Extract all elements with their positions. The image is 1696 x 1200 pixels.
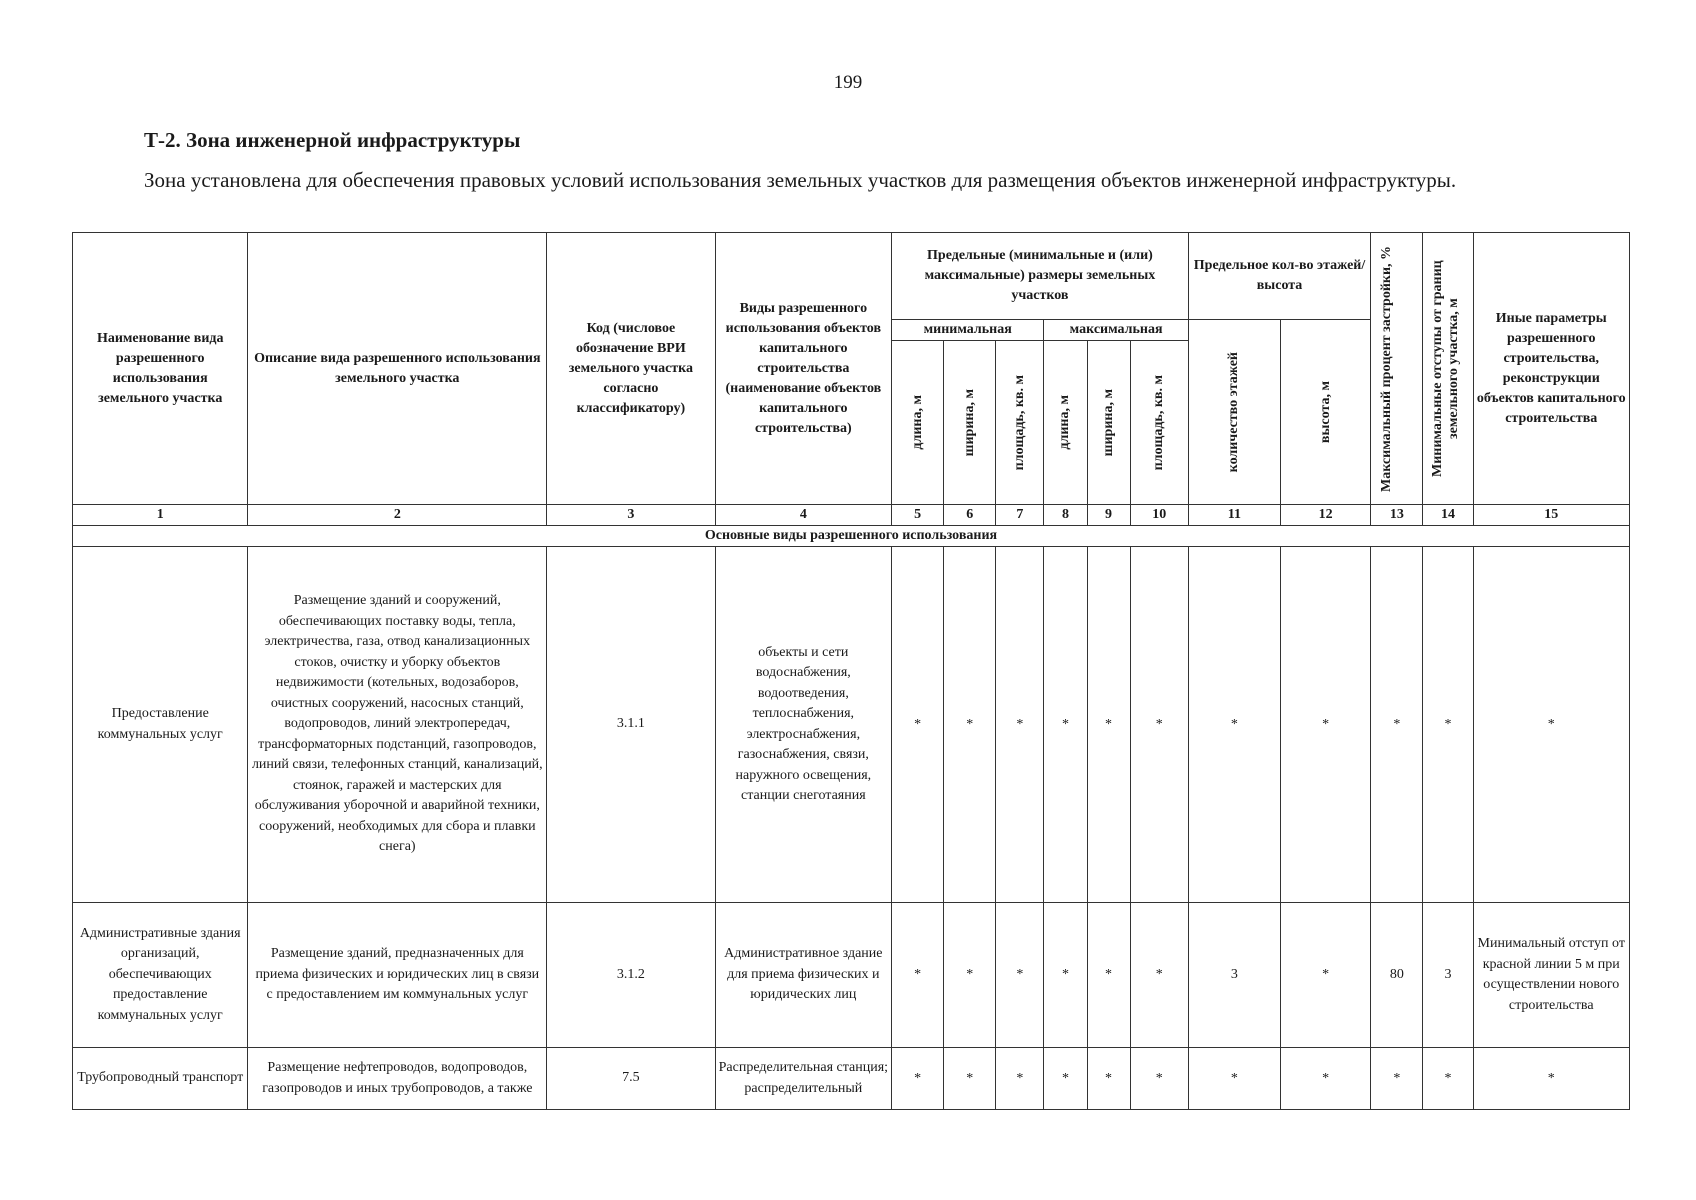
row-param: *	[944, 1048, 996, 1110]
section-label: Основные виды разрешенного использования	[73, 526, 1630, 547]
header-max-length: длина, м	[1044, 341, 1087, 505]
row-param: *	[1087, 547, 1130, 903]
row-param: *	[1044, 547, 1087, 903]
row-param: *	[1423, 1048, 1473, 1110]
table-row	[73, 1048, 1630, 1110]
row-code: 3.1.1	[547, 547, 715, 903]
section-title: Т-2. Зона инженерной инфраструктуры	[144, 128, 521, 152]
header-max-width: ширина, м	[1087, 341, 1130, 505]
row-param: *	[1281, 547, 1371, 903]
row-param: *	[1044, 1048, 1087, 1110]
row-kinds: объекты и сети водоснабжения, водоотведения, теплоснабжения, электроснабжения, газоснабжения, связи, наружного освещения, станции снеготаяния	[715, 547, 891, 903]
column-number: 11	[1188, 505, 1280, 526]
row-param: *	[1423, 547, 1473, 903]
row-name: Предоставление коммунальных услуг	[73, 547, 248, 903]
row-param: 3	[1188, 903, 1280, 1048]
header-name: Наименование вида разрешенного использования земельного участка	[73, 233, 248, 505]
row-param: *	[1281, 903, 1371, 1048]
row-param: *	[892, 547, 944, 903]
header-min-length: длина, м	[892, 341, 944, 505]
row-param: *	[1130, 547, 1188, 903]
header-description: Описание вида разрешенного использования земельного участка	[248, 233, 547, 505]
row-description: Размещение зданий и сооружений, обеспечивающих поставку воды, тепла, электричества, газа, отвод канализационных стоков, очистку и уборку объектов недвижимости (котельных, водозаборов, очистных сооружений, насосных станций, водопроводов, линий электропередач, трансформаторных подстанций, газопроводов, линий связи, телефонных станций, канализаций, стоянок, гаражей и мастерских для обслуживания уборочной и аварийной техники, сооружений, необходимых для сбора и плавки снега)	[248, 547, 547, 903]
header-min: минимальная	[892, 320, 1044, 341]
row-name: Трубопроводный транспорт	[73, 1048, 248, 1110]
row-param: *	[1371, 547, 1423, 903]
table-row	[73, 547, 1630, 903]
regulations-table	[72, 232, 1630, 1110]
row-kinds: Распределительная станция; распределительный	[715, 1048, 891, 1110]
column-number: 15	[1473, 505, 1630, 526]
header-floors-height: Предельное кол-во этажей/высота	[1188, 233, 1370, 320]
header-max: максимальная	[1044, 320, 1188, 341]
header-code: Код (числовое обозначение ВРИ земельного участка согласно классификатору)	[547, 233, 715, 505]
column-number: 3	[547, 505, 715, 526]
column-number: 13	[1371, 505, 1423, 526]
header-min-area: площадь, кв. м	[996, 341, 1044, 505]
row-param: *	[996, 547, 1044, 903]
column-number: 5	[892, 505, 944, 526]
row-param: *	[996, 1048, 1044, 1110]
column-number: 2	[248, 505, 547, 526]
column-number: 10	[1130, 505, 1188, 526]
column-number: 12	[1281, 505, 1371, 526]
row-param: *	[1473, 1048, 1630, 1110]
row-code: 7.5	[547, 1048, 715, 1110]
row-name: Административные здания организаций, обеспечивающих предоставление коммунальных услуг	[73, 903, 248, 1048]
row-param: *	[892, 903, 944, 1048]
header-max-coverage: Максимальный процент застройки, %	[1371, 233, 1423, 505]
row-param: *	[1044, 903, 1087, 1048]
row-other: Минимальный отступ от красной линии 5 м при осуществлении нового строительства	[1473, 903, 1630, 1048]
column-number: 9	[1087, 505, 1130, 526]
column-number: 4	[715, 505, 891, 526]
header-other: Иные параметры разрешенного строительства, реконструкции объектов капитального строительства	[1473, 233, 1630, 505]
header-kinds: Виды разрешенного использования объектов капитального строительства (наименование объектов капитального строительства)	[715, 233, 891, 505]
header-max-area: площадь, кв. м	[1130, 341, 1188, 505]
row-param: *	[1188, 547, 1280, 903]
column-number: 14	[1423, 505, 1473, 526]
row-param: *	[1130, 1048, 1188, 1110]
row-param: *	[1130, 903, 1188, 1048]
row-description: Размещение нефтепроводов, водопроводов, газопроводов и иных трубопроводов, а также	[248, 1048, 547, 1110]
column-number-row	[73, 505, 1630, 526]
row-param: *	[944, 903, 996, 1048]
row-param: *	[1188, 1048, 1280, 1110]
header-min-width: ширина, м	[944, 341, 996, 505]
row-param: 80	[1371, 903, 1423, 1048]
intro-paragraph: Зона установлена для обеспечения правовых условий использования земельных участков для размещения объектов инженерной инфраструктуры.	[144, 168, 1457, 192]
row-param: *	[1087, 903, 1130, 1048]
row-param: 3	[1423, 903, 1473, 1048]
header-height: высота, м	[1281, 320, 1371, 505]
row-param: *	[1281, 1048, 1371, 1110]
header-floors: количество этажей	[1188, 320, 1280, 505]
row-kinds: Административное здание для приема физических и юридических лиц	[715, 903, 891, 1048]
row-param: *	[1473, 547, 1630, 903]
row-param: *	[1371, 1048, 1423, 1110]
row-param: *	[996, 903, 1044, 1048]
row-description: Размещение зданий, предназначенных для приема физических и юридических лиц в связи с предоставлением им коммунальных услуг	[248, 903, 547, 1048]
row-param: *	[944, 547, 996, 903]
column-number: 8	[1044, 505, 1087, 526]
table-row	[73, 903, 1630, 1048]
column-number: 1	[73, 505, 248, 526]
row-param: *	[892, 1048, 944, 1110]
row-code: 3.1.2	[547, 903, 715, 1048]
header-plot-sizes: Предельные (минимальные и (или) максимальные) размеры земельных участков	[892, 233, 1189, 320]
page-number: 199	[833, 72, 863, 93]
row-param: *	[1087, 1048, 1130, 1110]
column-number: 7	[996, 505, 1044, 526]
header-min-setbacks: Минимальные отступы от границ земельного участка, м	[1423, 233, 1473, 505]
column-number: 6	[944, 505, 996, 526]
